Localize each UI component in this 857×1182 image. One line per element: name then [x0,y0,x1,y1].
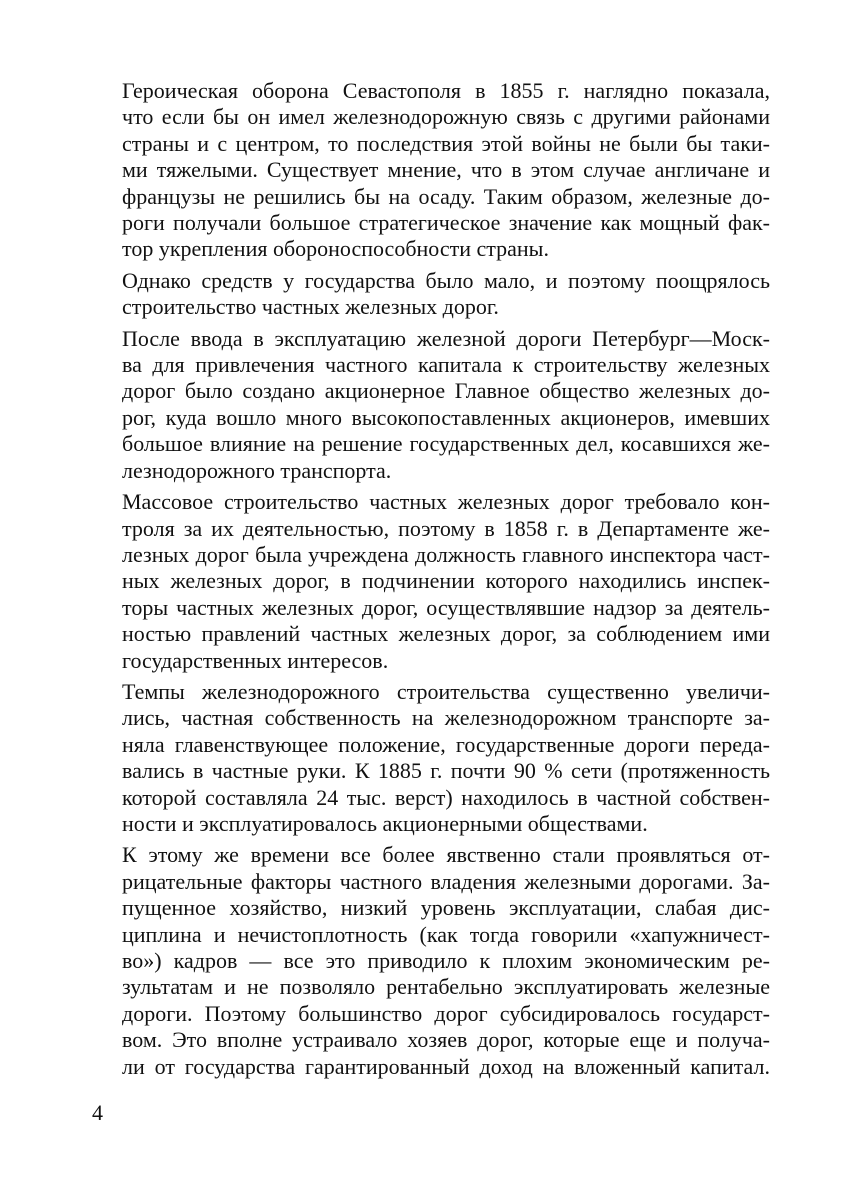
text-line: ли от государства гарантированный доход на вложенный капитал. [122,1053,770,1079]
text-line: во») кадров — все это приводило к плохим экономическим ре- [122,948,770,973]
text-line: ностью правлений частных железных дорог, за соблюдением ими [122,621,770,647]
text-line: ми тяжелыми. Существует мнение, что в этом случае англичане и [122,157,770,183]
text-line: После ввода в эксплуатацию железной дороги Петербург—Моск- [122,325,770,351]
text-line: страны и с центром, то последствия этой войны не были бы таки- [122,130,770,156]
text-line: ва для привлечения частного капитала к строительству железных [122,352,770,378]
text-line: Однако средств у государства было мало, и поэтому поощрялось [122,267,770,293]
paragraph-main-society [92,326,770,484]
text-line: пущенное хозяйство, низкий уровень эксплуатации, слабая дис- [122,895,770,921]
text-line: рицательные факторы частного владения железными дорогами. За- [122,868,770,894]
paragraph-inspector [92,489,770,674]
paragraph-negative-factors [92,842,770,1080]
text-line: дороги. Поэтому большинство дорог субсидировалось государст- [122,1000,770,1026]
text-line: рог, куда вошло много высокопоставленных акционеров, имевших [122,404,770,430]
text-line: ных железных дорог, в подчинении которого находились инспек- [122,568,770,594]
text-line: большое влияние на решение государственных дел, косавшихся же- [122,431,770,457]
text-line: французы не решились бы на осаду. Таким образом, железные до- [122,183,770,209]
text-line: ности и эксплуатировалось акционерными обществами. [122,810,648,836]
text-line: Темпы железнодорожного строительства существенно увеличи- [122,678,770,704]
text-line: вались в частные руки. К 1885 г. почти 90 % сети (протяженность [122,758,770,784]
text-line: Массовое строительство частных железных дорог требовало кон- [122,489,770,515]
text-line: троля за их деятельностью, поэтому в 1858 г. в Департаменте же- [122,515,770,541]
text-line: тор укрепления обороноспособности страны. [122,236,549,262]
text-line: роги получали большое стратегическое значение как мощный фак- [122,210,770,236]
text-line: К этому же времени все более явственно стали проявляться от- [122,842,770,868]
text-line: вом. Это вполне устраивало хозяев дорог, которые еще и получа- [122,1027,770,1053]
text-line: лись, частная собственность на железнодорожном транспорте за- [122,705,770,731]
text-line: которой составляла 24 тыс. верст) находилось в частной собствен- [122,784,770,810]
paragraph-sevastopol [92,78,770,263]
text-line: лезнодорожного транспорта. [122,457,392,483]
paragraph-private-ownership [92,679,770,837]
text-line: лезных дорог была учреждена должность главного инспектора част- [122,541,770,567]
text-line: торы частных железных дорог, осуществлявшие надзор за деятель- [122,594,770,620]
text-line: строительство частных железных дорог. [122,294,499,320]
text-line: дорог было создано акционерное Главное общество железных до- [122,378,770,404]
text-line: что если бы он имел железнодорожную связь с другими районами [122,104,770,130]
text-line: государственных интересов. [122,647,389,673]
text-line: няла главенствующее положение, государственные дороги переда- [122,731,770,757]
page-body [92,78,770,1085]
paragraph-funds [92,268,770,321]
text-line: циплина и нечистоплотность (как тогда говорили «хапужничест- [122,921,770,947]
text-line: зультатам и не позволяло рентабельно эксплуатировать железные [122,974,770,1000]
page-number: 4 [92,1100,103,1125]
text-line: Героическая оборона Севастополя в 1855 г. наглядно показала, [122,78,770,103]
